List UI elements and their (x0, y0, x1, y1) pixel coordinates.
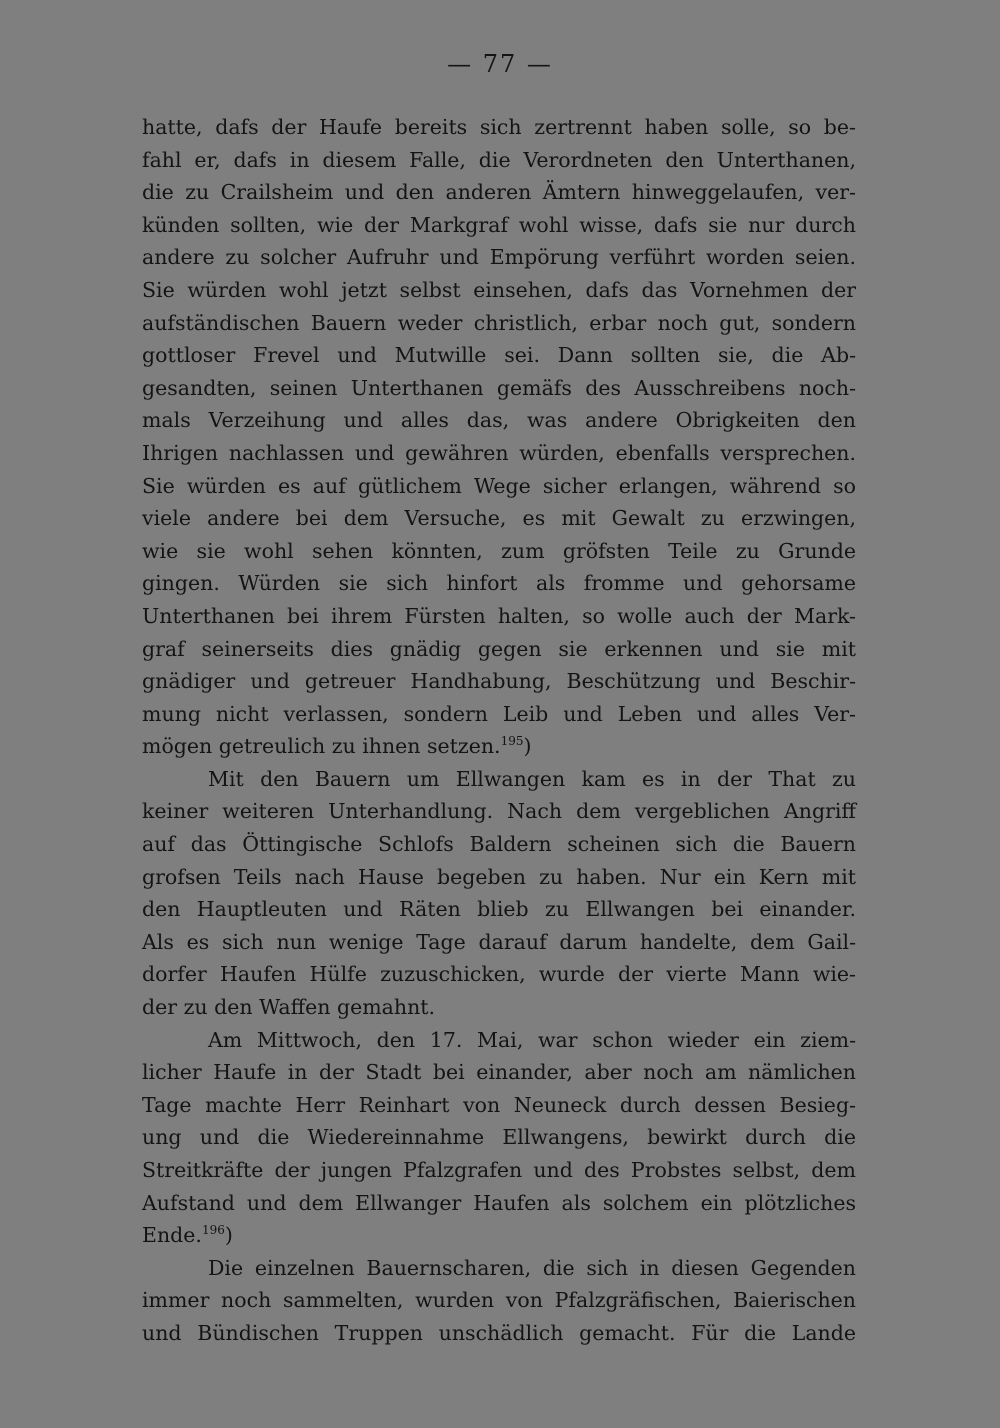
text-line-content: andere zu solcher Aufruhr und Empörung verführt worden seien. (142, 245, 856, 270)
text-line (142, 698, 856, 731)
text-line-content: viele andere bei dem Versuche, es mit Gewalt zu erzwingen, (142, 506, 856, 531)
text-line-content: keiner weiteren Unterhandlung. Nach dem vergeblichen Angriff (142, 799, 856, 824)
text-line-content: graf seinerseits dies gnädig gegen sie erkennen und sie mit (142, 636, 856, 661)
text-line-content: mals Verzeihung und alles das, was andere Obrigkeiten den (142, 408, 856, 433)
text-line (142, 502, 856, 535)
text-line (142, 176, 856, 209)
text-line-content: künden sollten, wie der Markgraf wohl wisse, dafs sie nur durch (142, 212, 856, 237)
text-line-content: den Hauptleuten und Räten blieb zu Ellwangen bei einander. (142, 897, 856, 922)
text-line-content: ung und die Wiedereinnahme Ellwangens, bewirkt durch die (142, 1125, 856, 1150)
text-line (142, 861, 856, 894)
text-line-content: fahl er, dafs in diesem Falle, die Verordneten den Unterthanen, (142, 147, 856, 172)
text-line-content: grofsen Teils nach Hause begeben zu haben. Nur ein Kern mit (142, 864, 856, 889)
text-line (142, 991, 856, 1024)
text-line-content: Sie würden es auf gütlichem Wege sicher erlangen, während so (142, 473, 856, 498)
text-line (142, 795, 856, 828)
text-line-content: Ende. (142, 1223, 202, 1248)
text-line-content: gottloser Frevel und Mutwille sei. Dann sollten sie, die Ab- (142, 343, 856, 368)
text-line (142, 926, 856, 959)
text-line (142, 339, 856, 372)
text-line-content: und Bündischen Truppen unschädlich gemacht. Für die Lande (142, 1320, 856, 1345)
text-line (142, 470, 856, 503)
text-line (142, 665, 856, 698)
text-line (142, 274, 856, 307)
text-line (142, 958, 856, 991)
text-line (142, 1187, 856, 1220)
text-line (142, 893, 856, 926)
text-line-content: Aufstand und dem Ellwanger Haufen als solchem ein plötzliches (142, 1190, 856, 1215)
text-line-content: der zu den Waffen gemahnt. (142, 995, 436, 1020)
text-line-content: die zu Crailsheim und den anderen Ämtern hinweggelaufen, ver- (142, 180, 856, 205)
text-line-content: hatte, dafs der Haufe bereits sich zertrennt haben solle, so be- (142, 115, 856, 139)
text-line-content: gnädiger und getreuer Handhabung, Beschützung und Beschir- (142, 669, 856, 694)
footnote-reference: 196 (201, 1223, 225, 1238)
text-line (142, 241, 856, 274)
text-line (142, 1219, 856, 1252)
text-line-content: Die einzelnen Bauernscharen, die sich in diesen Gegenden (208, 1255, 856, 1280)
text-line-content: Ihrigen nachlassen und gewähren würden, ebenfalls versprechen. (142, 440, 856, 465)
text-line-content: wie sie wohl sehen könnten, zum gröfsten Teile zu Grunde (142, 538, 856, 563)
text-line (142, 567, 856, 600)
text-line (142, 1154, 856, 1187)
text-line-content: dorfer Haufen Hülfe zuzuschicken, wurde der vierte Mann wie- (142, 962, 856, 987)
text-line (142, 1284, 856, 1317)
text-line (142, 1024, 856, 1057)
text-line-content: aufständischen Bauern weder christlich, erbar noch gut, sondern (142, 310, 856, 335)
text-line (142, 437, 856, 470)
footnote-reference: 195 (500, 734, 524, 749)
text-line-content: mung nicht verlassen, sondern Leib und Leben und alles Ver- (142, 701, 856, 726)
text-line (142, 1121, 856, 1154)
text-line (142, 307, 856, 340)
text-line (142, 111, 856, 144)
text-line (142, 535, 856, 568)
page-number: — 77 — (447, 50, 553, 78)
text-line (142, 1317, 856, 1350)
text-line-content: Tage machte Herr Reinhart von Neuneck durch dessen Besieg- (142, 1092, 856, 1117)
text-line (142, 600, 856, 633)
text-line-content: mögen getreulich zu ihnen setzen. (142, 734, 501, 759)
text-line-content: gingen. Würden sie sich hinfort als fromme und gehorsame (142, 571, 856, 596)
text-line-content: gesandten, seinen Unterthanen gemäfs des Ausschreibens noch- (142, 375, 856, 400)
footnote-bracket: ) (523, 734, 532, 759)
text-line-content: Als es sich nun wenige Tage darauf darum handelte, dem Gail- (142, 929, 856, 954)
text-line (142, 763, 856, 796)
text-line (142, 404, 856, 437)
text-line-content: Unterthanen bei ihrem Fürsten halten, so wolle auch der Mark- (142, 603, 856, 628)
text-line-content: immer noch sammelten, wurden von Pfalzgräfischen, Baierischen (142, 1288, 856, 1313)
text-line-content: Streitkräfte der jungen Pfalzgrafen und des Probstes selbst, dem (142, 1158, 856, 1182)
text-line-content: Am Mittwoch, den 17. Mai, war schon wieder ein ziem- (208, 1027, 856, 1052)
body-text (142, 111, 856, 1350)
text-line (142, 1056, 856, 1089)
text-line (142, 633, 856, 666)
text-line (142, 372, 856, 405)
text-line-content: licher Haufe in der Stadt bei einander, aber noch am nämlichen (142, 1060, 856, 1085)
text-line-content: Sie würden wohl jetzt selbst einsehen, dafs das Vornehmen der (142, 277, 856, 302)
text-line-content: auf das Öttingische Schlofs Baldern scheinen sich die Bauern (142, 832, 856, 857)
text-line (142, 730, 856, 763)
text-line-content: Mit den Bauern um Ellwangen kam es in der That zu (208, 766, 856, 791)
text-line (142, 144, 856, 177)
text-line (142, 1089, 856, 1122)
text-line (142, 209, 856, 242)
text-line (142, 828, 856, 861)
footnote-bracket: ) (224, 1223, 233, 1248)
text-line (142, 1252, 856, 1285)
